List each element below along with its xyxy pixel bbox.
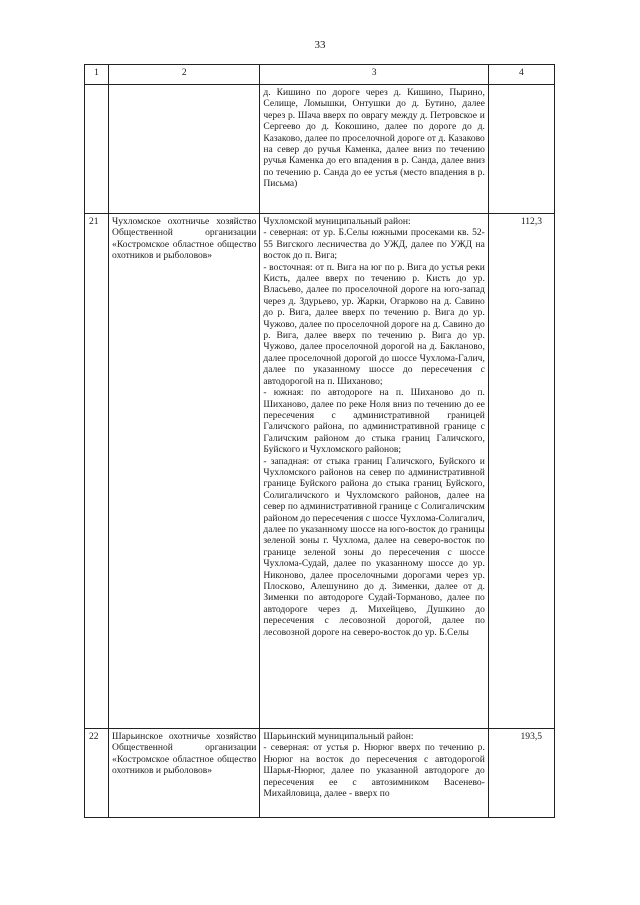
header-col-3: 3 (260, 65, 488, 85)
header-col-2: 2 (109, 65, 260, 85)
boundary-paragraph: - северная: от ур. Б.Селы южными просеками кв. 52-55 Вигского лесничества до УЖД, далее по УЖД на восток до п. Вига; (263, 227, 485, 262)
organization-cell (109, 85, 260, 214)
table-row (85, 729, 555, 818)
boundary-paragraph: - восточная: от п. Вига на юг по р. Вига до устья реки Кисть, далее вверх по течению р. Кисть до ур. Власьево, далее по проселочной дороге на юго-запад через д. Здурьево, ур. Жарки, Огарково на д. Савино до р. Вига, далее вверх по течению р. Вига до ур. Чужово, далее по проселочной дороге на д. Савино до р. Вига, далее вверх по течению р. Вига до ур. Чужово, далее проселочной дорогой на д. Бакланово, далее проселочной дорогой до шоссе Чухлома-Галич, далее по указанному шоссе до пересечения с автодорогой на п. Шиханово; (263, 261, 485, 387)
area-value (488, 85, 554, 214)
page-number: 33 (314, 39, 326, 51)
boundary-lines (263, 216, 484, 638)
table-row-continuation (85, 85, 555, 214)
boundary-paragraph: Чухломской муниципальный район: (263, 216, 411, 227)
table-header-row (85, 65, 555, 85)
organization-cell: Чухломское охотничье хозяйство Общественной организации «Костромское областное общество охотников и рыболовов» (109, 214, 260, 729)
boundary-paragraph: - западная: от стыка границ Галичского, Буйского и Чухломского районов на север по административной границе Буйского района до стыка границ Буйского, Солигаличского и Чухломского районов, далее на север по административной границе с Солигаличским районом до пересечения с шоссе Чухлома-Солигалич, далее по указанному шоссе на юго-восток до границы зеленой зоны г. Чухлома, далее на северо-восток по границе зеленой зоны до пересечения с шоссе Чухлома-Судай, далее по указанному шоссе до ур. Никоново, далее проселочными дорогами через ур. Плосково, Алешунино до д. Зименки, далее от д. Зименки по автодороге Судай-Торманово, далее по автодороге через д. Михейцево, Душкино до пересечения с лесовозной дорогой, далее по лесовозной дороге на северо-восток до ур. Б.Селы (263, 455, 485, 638)
hunting-grounds-table (84, 64, 555, 818)
boundary-paragraph: Шарьинский муниципальный район: (263, 731, 414, 742)
header-col-1: 1 (85, 65, 109, 85)
row-number (85, 85, 109, 214)
boundary-paragraph: - северная: от устья р. Нюрюг вверх по течению р. Нюрюг на восток до пересечения с автодорогой Шарья-Нюрюг, далее по указанной автодороге до пересечения ее с автозимником Васенево-Михайловица, далее - вверх по (263, 742, 485, 800)
boundary-description (260, 214, 488, 729)
area-value: 193,5 (488, 729, 554, 818)
area-value: 112,3 (488, 214, 554, 729)
row-number: 22 (85, 729, 109, 818)
row-number: 21 (85, 214, 109, 729)
boundary-paragraph: - южная: по автодороге на п. Шиханово до п. Шиханово, далее по реке Ноля вниз по течению до ее пересечения с административной границей Галичского района, по административной границе с Галичским районом до стыка границ Галичского, Буйского и Чухломского районов; (263, 387, 485, 456)
header-col-4: 4 (488, 65, 554, 85)
boundary-description (260, 729, 488, 818)
organization-cell: Шарьинское охотничье хозяйство Общественной организации «Костромское областное общество охотников и рыболовов» (109, 729, 260, 818)
boundary-description: д. Кишино по дороге через д. Кишино, Пырино, Селище, Ломышки, Онтушки до д. Бутино, далее через р. Шача вверх по оврагу между д. Петровское и Сергеево до д. Кокошино, далее по дороге до д. Казаково, далее по проселочной дороге от д. Казаково на север до ручья Каменка, далее вниз по течению ручья Каменка до его впадения в р. Санда, далее вниз по течению р. Санда до ее устья (место впадения в р. Письма) (260, 85, 488, 214)
table-row (85, 214, 555, 729)
boundary-lines (263, 731, 484, 799)
